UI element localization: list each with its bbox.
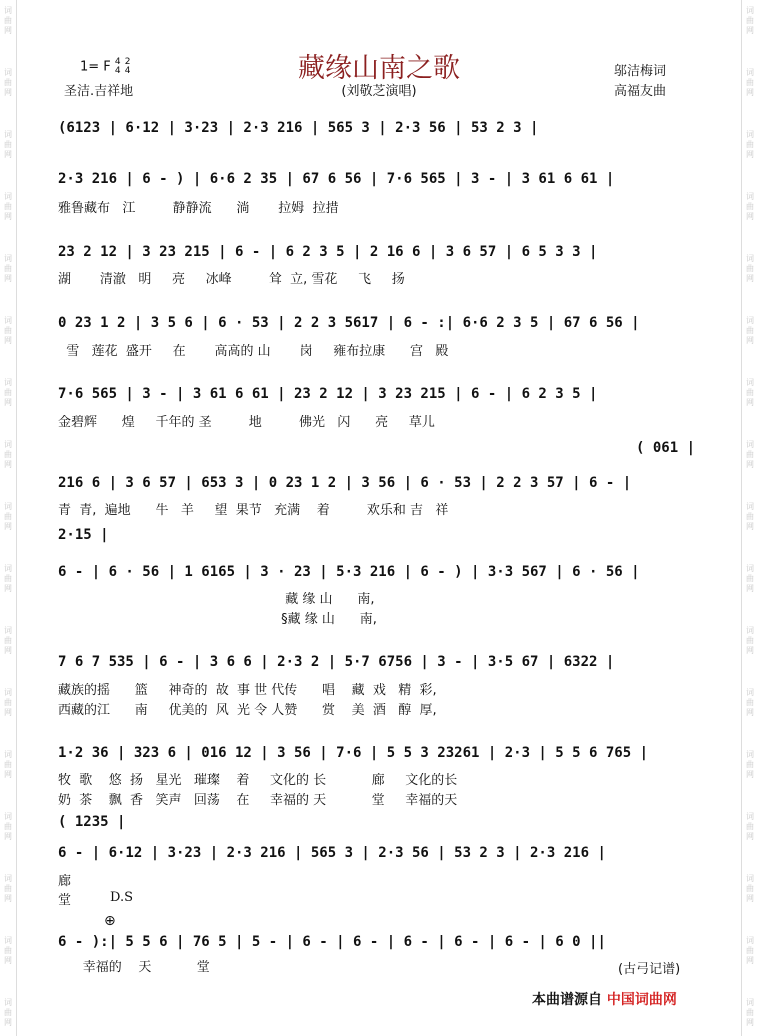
intro-aside: ( 061 | (636, 440, 696, 456)
notation-line-10 (58, 842, 694, 864)
lyric-line: 藏 缘 山 南, (58, 592, 375, 607)
intro-aside: ( 1235 | (58, 814, 126, 830)
composer-credit: 高福友曲 (614, 84, 667, 99)
watermark-text: 词 曲 网 (746, 998, 754, 1027)
lyric-line: 湖 清澈 明 亮 冰峰 耸 立, 雪花 飞 扬 (58, 272, 405, 287)
watermark-text: 词 曲 网 (4, 130, 12, 159)
lyric-line: 西藏的江 南 优美的 风 光 令 人赞 赏 美 酒 醇 厚, (58, 703, 437, 718)
notation-text: 7 6 7 535 | 6 - | 3 6 6 | 2·3 2 | 5·7 6756 | 3 - | 3·5 67 | 6322 | (58, 654, 615, 670)
song-title: 藏缘山南之歌 (298, 53, 460, 84)
watermark-text: 词 曲 网 (4, 440, 12, 469)
watermark-text: 词 曲 网 (746, 874, 754, 903)
notation-text: 2·3 216 | 6 - ) | 6·6 2 35 | 67 6 56 | 7·6 565 | 3 - | 3 61 6 61 | (58, 171, 615, 187)
watermark-text: 词 曲 网 (4, 936, 12, 965)
source-credit (532, 989, 677, 1009)
lyric-line: 牧 歌 悠 扬 星光 璀璨 着 文化的 长 廊 文化的长 (58, 773, 458, 788)
lyric-line: 幸福的 天 堂 (58, 960, 210, 975)
lyric-line: 雪 莲花 盛开 在 高高的 山 岗 雍布拉康 宫 殿 (58, 344, 449, 359)
watermark-text: 词 曲 网 (4, 6, 12, 35)
notation-line-3 (58, 241, 694, 263)
watermark-text: 词 曲 网 (746, 750, 754, 779)
watermark-text: 词 曲 网 (4, 998, 12, 1027)
lyric-line: 藏族的摇 篮 神奇的 故 事 世 代传 唱 藏 戏 精 彩, (58, 683, 437, 698)
coda-icon: ⊕ (104, 913, 116, 929)
watermark-text: 词 曲 网 (746, 316, 754, 345)
singer-credit: 圣洁.吉祥地 (64, 84, 134, 99)
watermark-text: 词 曲 网 (746, 626, 754, 655)
source-prefix: 本曲谱源自 (532, 992, 602, 1008)
notation-line-6 (58, 472, 694, 494)
watermark-text: 词 曲 网 (4, 68, 12, 97)
notation-text: 7·6 565 | 3 - | 3 61 6 61 | 23 2 12 | 3 23 215 | 6 - | 6 2 3 5 | (58, 386, 598, 402)
notation-text: 6 - | 6·12 | 3·23 | 2·3 216 | 565 3 | 2·3 56 | 53 2 3 | 2·3 216 | (58, 845, 606, 861)
watermark-text: 词 曲 网 (746, 502, 754, 531)
intro-aside: 2·15 | (58, 527, 109, 543)
notation-text: 216 6 | 3 6 57 | 653 3 | 0 23 1 2 | 3 56 | 6 · 53 | 2 2 3 57 | 6 - | (58, 475, 632, 491)
notation-text: 6 - ):| 5 5 6 | 76 5 | 5 - | 6 - | 6 - | 6 - | 6 - | 6 - | 6 0 || (58, 934, 606, 950)
key-signature: 1= F 4 4 2 4 (80, 57, 131, 76)
time-signature-4-4: 4 4 (114, 57, 121, 76)
watermark-text: 词 曲 网 (4, 874, 12, 903)
notation-text: 23 2 12 | 3 23 215 | 6 - | 6 2 3 5 | 2 16 6 | 3 6 57 | 6 5 3 3 | (58, 244, 598, 260)
notation-line-5 (58, 383, 694, 405)
watermark-text: 词 曲 网 (746, 130, 754, 159)
lyricist-credit: 邬洁梅词 (614, 64, 667, 79)
watermark-text: 词 曲 网 (746, 564, 754, 593)
watermark-text: 词 曲 网 (4, 688, 12, 717)
watermark-text: 词 曲 网 (746, 6, 754, 35)
transcriber-credit: (古弓记谱) (618, 962, 681, 977)
watermark-text: 词 曲 网 (746, 192, 754, 221)
watermark-text: 词 曲 网 (4, 564, 12, 593)
lyric-line: §藏 缘 山 南, (58, 612, 377, 627)
lyric-line: 青 青, 遍地 牛 羊 望 果节 充满 着 欢乐和 吉 祥 (58, 503, 449, 518)
watermark-text: 词 曲 网 (4, 378, 12, 407)
lyric-line: 金碧辉 煌 千年的 圣 地 佛光 闪 亮 草儿 (58, 415, 435, 430)
performer-subtitle: (刘敬芝演唱) (341, 84, 417, 99)
notation-line-1 (58, 117, 694, 139)
watermark-text: 词 曲 网 (4, 626, 12, 655)
notation-text: (6123 | 6·12 | 3·23 | 2·3 216 | 565 3 | 2·3 56 | 53 2 3 | (58, 120, 539, 136)
notation-line-4 (58, 312, 694, 334)
watermark-text: 词 曲 网 (746, 440, 754, 469)
watermark-text: 词 曲 网 (746, 254, 754, 283)
source-site-link[interactable]: 中国词曲网 (606, 992, 677, 1008)
left-watermark-strip (0, 0, 17, 1036)
watermark-text: 词 曲 网 (746, 68, 754, 97)
watermark-text: 词 曲 网 (746, 936, 754, 965)
notation-line-7 (58, 561, 694, 583)
lyric-line: 廊 (58, 874, 72, 889)
lyric-line: 奶 茶 飘 香 笑声 回荡 在 幸福的 天 堂 幸福的天 (58, 793, 458, 808)
watermark-text: 词 曲 网 (746, 688, 754, 717)
notation-line-9 (58, 742, 694, 764)
watermark-text: 词 曲 网 (4, 750, 12, 779)
watermark-text: 词 曲 网 (746, 378, 754, 407)
notation-text: 1·2 36 | 323 6 | 016 12 | 3 56 | 7·6 | 5 5 3 23261 | 2·3 | 5 5 6 765 | (58, 745, 649, 761)
notation-text: 6 - | 6 · 56 | 1 6165 | 3 · 23 | 5·3 216 | 6 - ) | 3·3 567 | 6 · 56 | (58, 564, 640, 580)
time-signature-2-4: 2 4 (124, 57, 131, 76)
notation-text: 0 23 1 2 | 3 5 6 | 6 · 53 | 2 2 3 5617 | 6 - :| 6·6 2 3 5 | 67 6 56 | (58, 315, 640, 331)
lyric-line: 堂 (58, 893, 72, 908)
watermark-text: 词 曲 网 (4, 254, 12, 283)
notation-line-2 (58, 168, 694, 190)
lyric-line: 雅鲁藏布 江 静静流 淌 拉姆 拉措 (58, 201, 339, 216)
notation-line-8 (58, 651, 694, 673)
watermark-text: 词 曲 网 (4, 502, 12, 531)
notation-line-11 (58, 931, 694, 953)
right-watermark-strip (741, 0, 758, 1036)
watermark-text: 词 曲 网 (4, 192, 12, 221)
watermark-text: 词 曲 网 (4, 316, 12, 345)
dal-segno-mark: D.S (110, 890, 133, 905)
watermark-text: 词 曲 网 (4, 812, 12, 841)
watermark-text: 词 曲 网 (746, 812, 754, 841)
